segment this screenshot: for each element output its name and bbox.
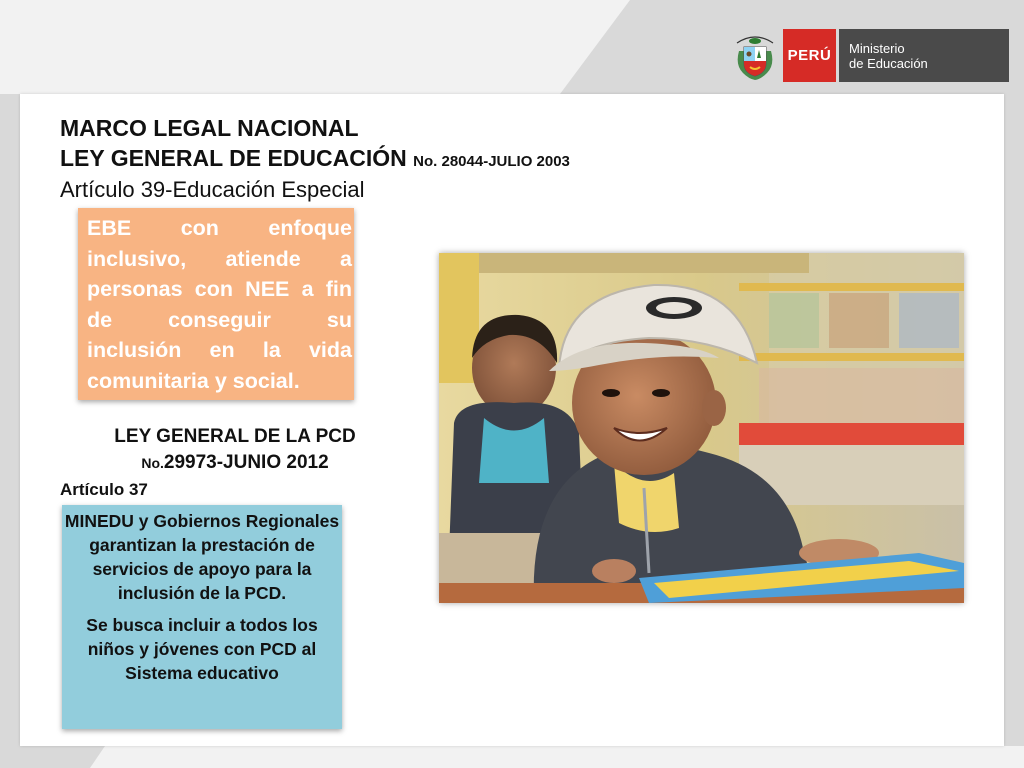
title-marco-legal: MARCO LEGAL NACIONAL — [60, 115, 359, 141]
pcd-law-number-prefix: No. — [141, 455, 164, 471]
ministry-line1: Ministerio — [849, 40, 905, 56]
title-ley-number: No. 28044-JULIO 2003 — [413, 153, 570, 170]
ministry-label — [839, 29, 1009, 82]
pcd-law-number-value: 29973-JUNIO 2012 — [163, 452, 329, 473]
minedu-paragraph-2: Se busca incluir a todos los niños y jóvenes con PCD al Sistema educativo — [86, 615, 318, 683]
pcd-law-number — [60, 450, 410, 476]
peru-label: PERÚ — [783, 29, 836, 82]
title-ley-general — [60, 145, 570, 172]
peru-crest-icon — [733, 29, 777, 82]
classroom-child-illustration — [439, 253, 964, 603]
title-ley-general-main: LEY GENERAL DE EDUCACIÓN — [60, 145, 414, 171]
pcd-law-title — [60, 424, 410, 476]
pcd-law-name: LEY GENERAL DE LA PCD — [114, 426, 356, 447]
minedu-text-box — [62, 505, 342, 729]
classroom-child-photo — [439, 253, 964, 603]
ministry-line2: de Educación — [849, 55, 928, 71]
title-articulo-39: Artículo 39-Educación Especial — [60, 177, 365, 202]
articulo-37-label: Artículo 37 — [60, 480, 148, 499]
minedu-paragraph-1: MINEDU y Gobiernos Regionales garantizan la prestación de servicios de apoyo para la inclusión de la PCD. — [64, 511, 340, 603]
ebe-text-box: EBE con enfoque inclusivo, atiende a personas con NEE a fin de conseguir su inclusión en la vida comunitaria y social. — [78, 208, 354, 400]
ministry-logo — [733, 29, 1009, 82]
